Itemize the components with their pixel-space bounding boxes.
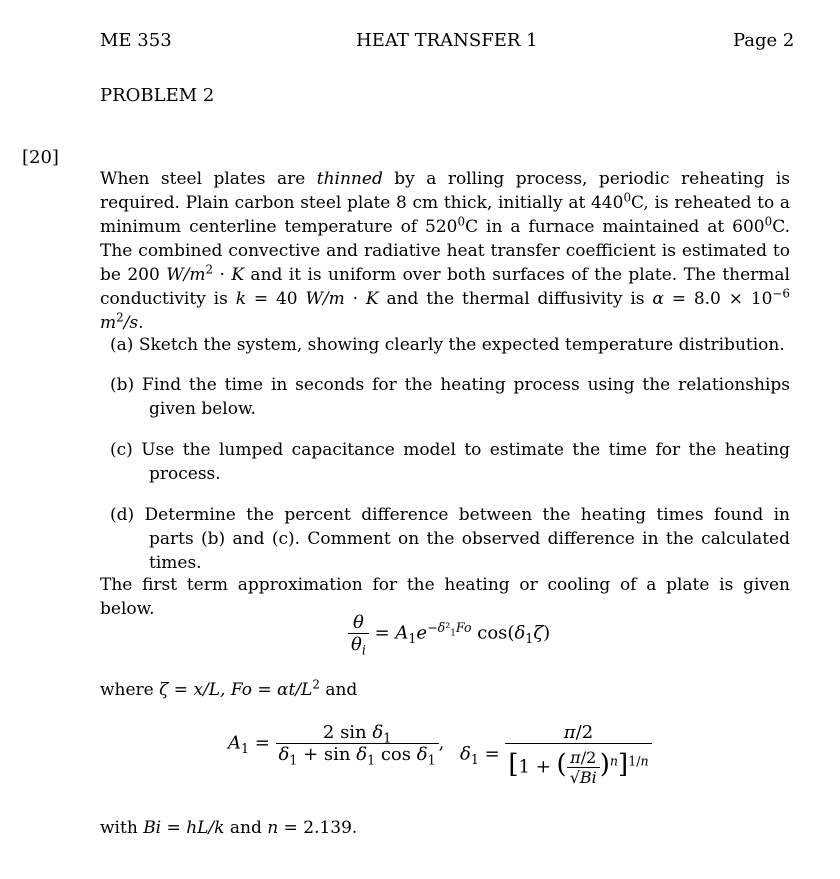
document-title: HEAT TRANSFER 1 [356,30,538,51]
part-a: (a) Sketch the system, showing clearly the expected temperature distribution. [110,335,785,355]
part-c: (c) Use the lumped capacitance model to estimate the time for the heating process. [110,440,791,484]
equation-delta1: $\delta_1$ = π/2 [1 + ( $\frac{\pi/2}{√Bi}$ )$^n$]$^{1/n}$ [460,722,652,787]
approximation-intro: The first term approximation for the heating or cooling of a plate is given below. [100,575,790,619]
problem-title: PROBLEM 2 [100,85,215,106]
part-d: (d) Determine the percent difference between the heating times found in parts (b) and (c). Comment on the observed difference in the calculated times. [110,505,791,573]
where-line: where ζ = x/L, $Fo = \alpha t/L^2$ and [100,677,358,700]
page-number: Page 2 [733,30,795,51]
part-b: (b) Find the time in seconds for the heating process using the relationships given below. [110,375,790,419]
equation-theta-ratio: $\frac{\theta}{\theta_i}$ = $A_1e^{-\delta^2_1Fo}$ $\cos(\delta_1\zeta)$ [348,612,550,655]
problem-statement: When steel plates are thinned by a rolling process, periodic reheating is required. Plain carbon steel plate 8 cm thick, initially at $440^0C$, is reheated to a minimum centerline temperature of $520^0C$ in a furnace maintained at $600^0C$. The combined convective and radiative heat transfer coefficient is estimated to be 200 $W/m^2 \cdot K$ and it is uniform over both surfaces of the plate. The thermal conductivity is k = 40 W/m · K and the thermal diffusivity is $\alpha = 8.0 \times 10^{-6}$ $m^2/s$. [100,169,790,333]
with-line: with Bi = hL/k and n = 2.139. [100,818,358,838]
course-code: ME 353 [100,30,172,51]
marks-label: [20] [22,147,59,168]
equation-a1: $A_1$ = $\frac{2 \sin \delta_1}{\delta_1 + \sin \delta_1 \cos \delta_1}$ , [228,722,445,768]
